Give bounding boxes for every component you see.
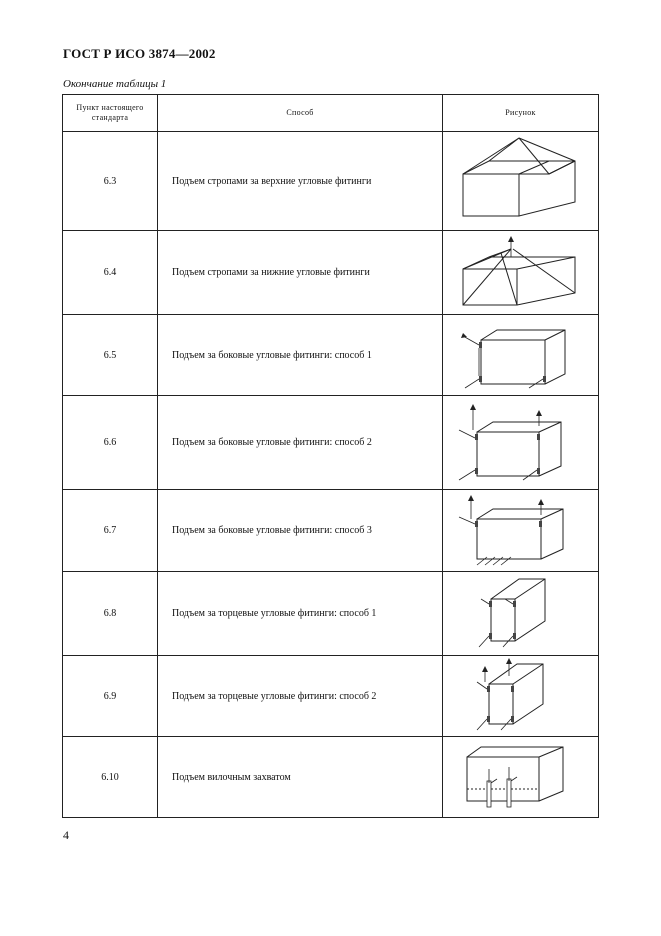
figure-cell bbox=[443, 231, 599, 315]
side-fittings-method2-figure bbox=[451, 402, 591, 484]
lifting-methods-table bbox=[62, 94, 599, 818]
table-row bbox=[63, 132, 599, 231]
table-row bbox=[63, 231, 599, 315]
method-text: Подъем вилочным захватом bbox=[158, 737, 443, 818]
table-row bbox=[63, 490, 599, 572]
table-row bbox=[63, 572, 599, 656]
page-number: 4 bbox=[63, 828, 69, 842]
forklift-container-figure bbox=[451, 739, 591, 815]
table-caption: Окончание таблицы 1 bbox=[63, 78, 167, 90]
side-fittings-method1-figure bbox=[451, 318, 591, 392]
method-text: Подъем за боковые угловые фитинги: способ 3 bbox=[158, 490, 443, 572]
figure-cell bbox=[443, 737, 599, 818]
figure-cell bbox=[443, 656, 599, 737]
column-header-figure: Рисунок bbox=[443, 95, 599, 132]
table-header-row bbox=[63, 95, 599, 132]
end-fittings-method1-figure bbox=[451, 575, 591, 653]
document-header: ГОСТ Р ИСО 3874—2002 bbox=[63, 46, 216, 61]
table-row bbox=[63, 737, 599, 818]
clause-number: 6.8 bbox=[63, 572, 158, 656]
clause-number: 6.3 bbox=[63, 132, 158, 231]
figure-cell bbox=[443, 572, 599, 656]
top-slings-container-figure bbox=[451, 136, 591, 226]
method-text: Подъем за торцевые угловые фитинги: способ 1 bbox=[158, 572, 443, 656]
figure-cell bbox=[443, 396, 599, 490]
clause-number: 6.10 bbox=[63, 737, 158, 818]
clause-number: 6.4 bbox=[63, 231, 158, 315]
table-row bbox=[63, 315, 599, 396]
table-row bbox=[63, 656, 599, 737]
method-text: Подъем за торцевые угловые фитинги: способ 2 bbox=[158, 656, 443, 737]
figure-cell bbox=[443, 315, 599, 396]
method-text: Подъем стропами за нижние угловые фитинги bbox=[158, 231, 443, 315]
method-text: Подъем за боковые угловые фитинги: способ 2 bbox=[158, 396, 443, 490]
column-header-clause: Пункт настоящего стандарта bbox=[63, 95, 158, 132]
figure-cell bbox=[443, 490, 599, 572]
clause-number: 6.5 bbox=[63, 315, 158, 396]
method-text: Подъем стропами за верхние угловые фитинги bbox=[158, 132, 443, 231]
clause-number: 6.6 bbox=[63, 396, 158, 490]
table-row bbox=[63, 396, 599, 490]
column-header-method: Способ bbox=[158, 95, 443, 132]
clause-number: 6.9 bbox=[63, 656, 158, 737]
bottom-slings-container-figure bbox=[451, 235, 591, 311]
end-fittings-method2-figure bbox=[451, 658, 591, 734]
side-fittings-method3-figure bbox=[451, 493, 591, 569]
figure-cell bbox=[443, 132, 599, 231]
method-text: Подъем за боковые угловые фитинги: способ 1 bbox=[158, 315, 443, 396]
clause-number: 6.7 bbox=[63, 490, 158, 572]
